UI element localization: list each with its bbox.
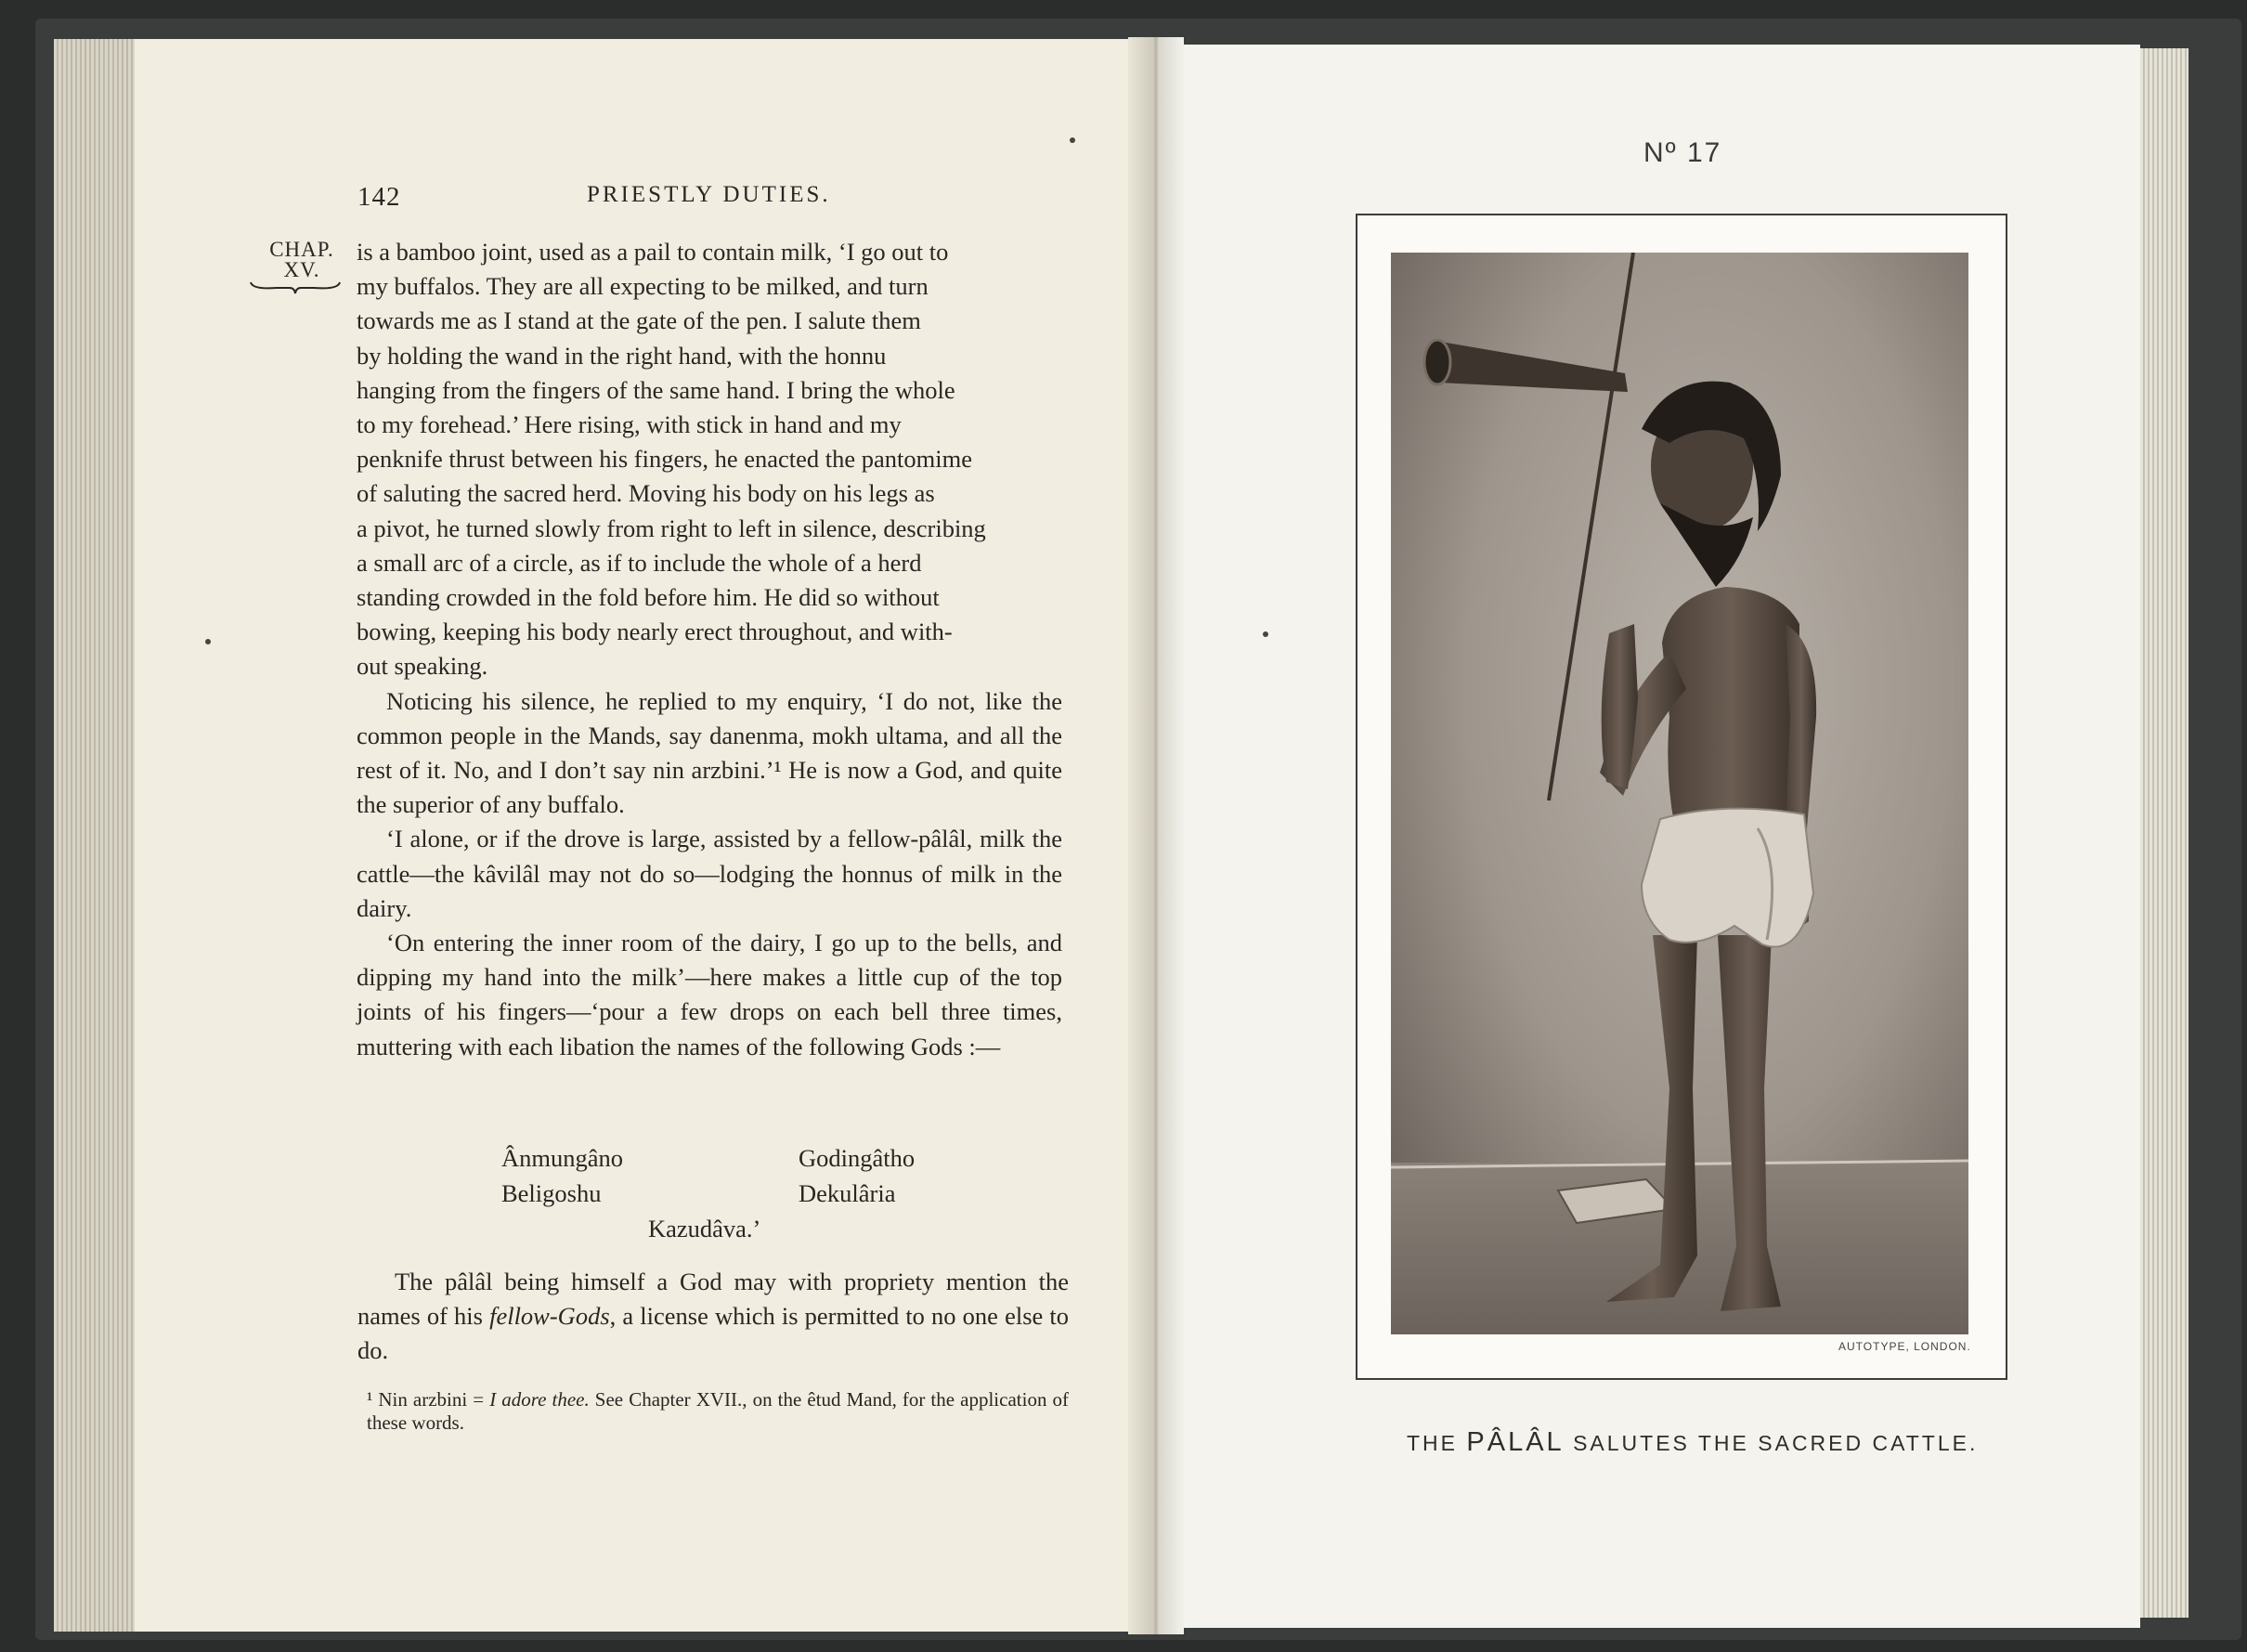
god-name: Ânmungâno bbox=[501, 1144, 624, 1172]
plate-number: Nº 17 bbox=[1643, 137, 1722, 168]
body-line: by holding the wand in the right hand, with the honnu bbox=[357, 341, 887, 370]
body-line: is a bamboo joint, used as a pail to contain milk, ‘I go out to bbox=[357, 238, 949, 266]
paragraph-silence: Noticing his silence, he replied to my enquiry, ‘I do not, like the common people in the Mands, say danenma, mokh ultama, and all the rest of it. No, and I don’t say nin arzbini.’¹ He is now a God, and quite the superior of any buffalo. bbox=[357, 686, 1062, 819]
body-line: out speaking. bbox=[357, 652, 488, 681]
paragraph-palal-end: , a license which is permitted to no one else to do. bbox=[357, 1302, 1069, 1365]
body-line: my buffalos. They are all expecting to be milked, and turn bbox=[357, 272, 929, 301]
running-head: PRIESTLY DUTIES. bbox=[587, 182, 831, 207]
margin-chap-number: XV. bbox=[283, 258, 320, 281]
margin-chap-label: CHAP. bbox=[269, 238, 334, 261]
paper-speck bbox=[1263, 631, 1268, 637]
footnote-start: Nin arzbini = bbox=[372, 1388, 490, 1411]
body-line: a small arc of a circle, as if to include the whole of a herd bbox=[357, 548, 922, 577]
footnote-end: See Chapter XVII., on the êtud Mand, for the application of these words. bbox=[367, 1388, 1070, 1434]
paper-speck bbox=[205, 639, 211, 644]
body-text bbox=[357, 235, 1062, 1064]
photo-credit: AUTOTYPE, LONDON. bbox=[1838, 1340, 1971, 1353]
photograph-palal bbox=[1391, 253, 1968, 1334]
footnote-mark: ¹ bbox=[367, 1388, 373, 1411]
paragraph-palal bbox=[357, 1265, 1069, 1369]
god-name: Godingâtho bbox=[799, 1144, 916, 1172]
body-line: bowing, keeping his body nearly erect throughout, and with- bbox=[357, 618, 953, 646]
footnote bbox=[367, 1388, 1069, 1435]
god-name: Dekulâria bbox=[799, 1179, 896, 1207]
plate-caption bbox=[1407, 1427, 1978, 1458]
caption-pre: THE bbox=[1407, 1431, 1467, 1455]
body-line: of saluting the sacred herd. Moving his body on his legs as bbox=[357, 479, 935, 508]
book-gutter bbox=[1128, 37, 1184, 1634]
paragraph-alone: ‘I alone, or if the drove is large, assisted by a fellow-pâlâl, milk the cattle—the kâvilâl may not do so—lodging the honnus of milk in the dairy. bbox=[357, 825, 1062, 922]
body-line: to my forehead.’ Here rising, with stick in hand and my bbox=[357, 410, 902, 439]
margin-brace-ornament bbox=[249, 280, 342, 295]
body-line: towards me as I stand at the gate of the pen. I salute them bbox=[357, 306, 921, 335]
body-line: standing crowded in the fold before him. He did so without bbox=[357, 583, 940, 612]
paragraph-entering: ‘On entering the inner room of the dairy, I go up to the bells, and dipping my hand into the milk’—here makes a little cup of the top joints of his fingers—‘pour a few drops on each bell three times, muttering with each libation the names of the following Gods :— bbox=[357, 929, 1062, 1060]
body-line: penknife thrust between his fingers, he enacted the pantomime bbox=[357, 445, 973, 474]
footnote-italic: I adore thee. bbox=[489, 1388, 590, 1411]
caption-name: PÂLÂL bbox=[1466, 1427, 1565, 1457]
body-line: a pivot, he turned slowly from right to left in silence, describing bbox=[357, 514, 986, 542]
paper-speck bbox=[1070, 137, 1075, 143]
caption-post: SALUTES THE SACRED CATTLE. bbox=[1564, 1431, 1979, 1455]
paragraph-palal-italic: fellow-Gods bbox=[489, 1302, 610, 1331]
god-name: Beligoshu bbox=[501, 1179, 602, 1207]
paragraph-palal-start: The pâlâl being himself a God may with propriety mention the names of his bbox=[357, 1268, 1069, 1331]
god-name: Kazudâva.’ bbox=[648, 1215, 761, 1242]
page-number: 142 bbox=[357, 182, 401, 212]
body-line: hanging from the fingers of the same hand. I bring the whole bbox=[357, 375, 955, 404]
chapter-margin-note bbox=[260, 240, 344, 280]
photo-illustration bbox=[1391, 253, 1968, 1334]
